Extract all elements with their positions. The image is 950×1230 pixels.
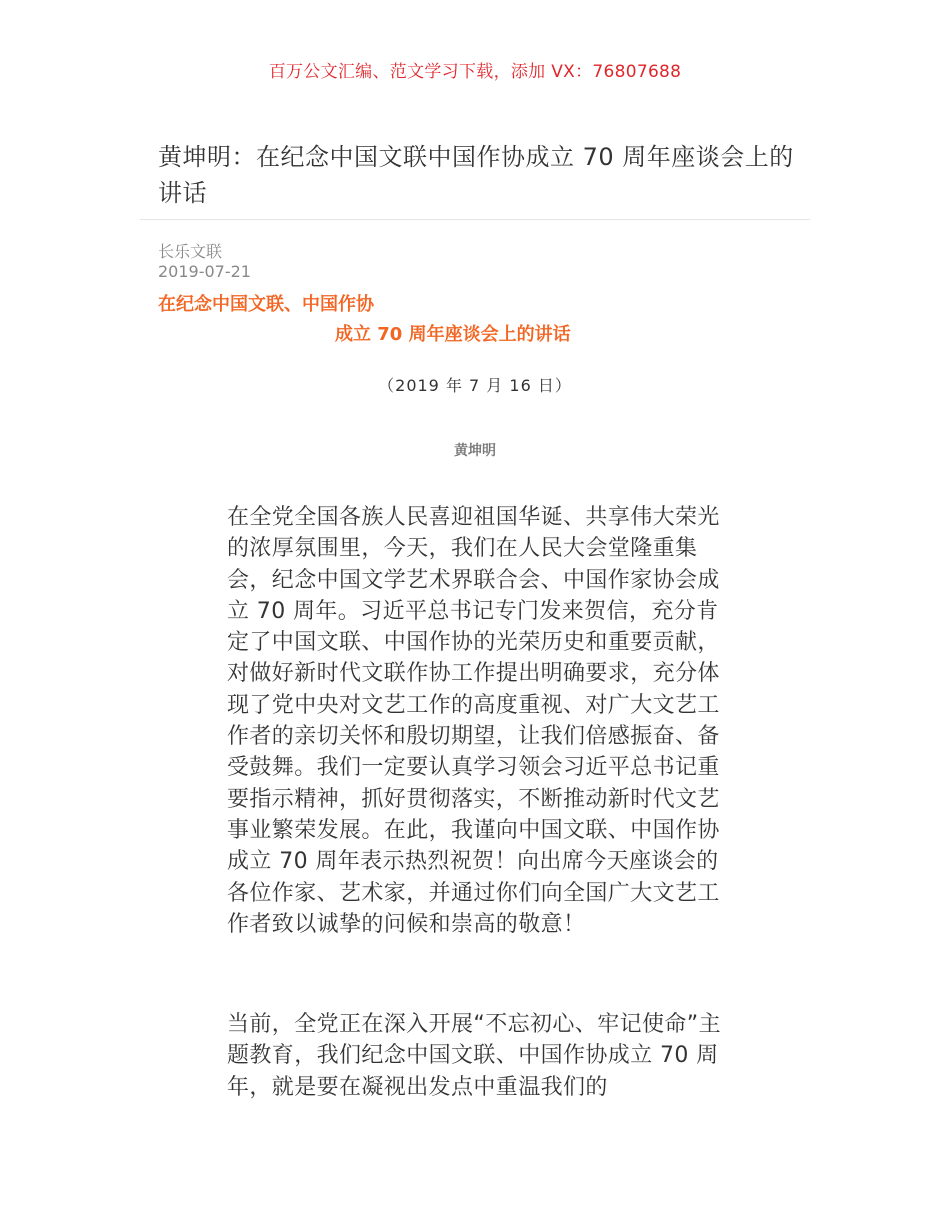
article-title: 黄坤明：在纪念中国文联中国作协成立 70 周年座谈会上的讲话 [158, 143, 794, 207]
speech-author: 黄坤明 [454, 443, 496, 459]
body-paragraph: 在全党全国各族人民喜迎祖国华诞、共享伟大荣光的浓厚氛围里，今天，我们在人民大会堂隆重集会，纪念中国文学艺术界联合会、中国作家协会成立 70 周年。习近平总书记专门发来贺信，充分肯定了中国文联、中国作协的光荣历史和重要贡献，对做好新时代文联作协工作提出明确要求，充分体现了党中央对文艺工作的高度重视、对广大文艺工作者的亲切关怀和殷切期望，让我们倍感振奋、备受鼓舞。我们一定要认真学习领会习近平总书记重要指示精神，抓好贯彻落实，不断推动新时代文艺事业繁荣发展。在此，我谨向中国文联、中国作协成立 70 周年表示热烈祝贺！向出席今天座谈会的各位作家、艺术家，并通过你们向全国广大文艺工作者致以诚挚的问候和崇高的敬意！ [227, 505, 720, 937]
speech-date: （2019 年 7 月 16 日） [378, 376, 572, 395]
article-source[interactable]: 长乐文联 [158, 242, 223, 261]
title-divider [140, 219, 810, 220]
body-paragraph: 当前，全党正在深入开展“不忘初心、牢记使命”主题教育，我们纪念中国文联、中国作协成立 70 周年，就是要在凝视出发点中重温我们的 [227, 1012, 721, 1100]
article-date: 2019-07-21 [158, 262, 251, 281]
watermark-banner: 百万公文汇编、范文学习下载，添加 VX：76807688 [268, 62, 682, 82]
speech-subtitle-line-2: 成立 70 周年座谈会上的讲话 [335, 324, 571, 345]
speech-subtitle-line-1: 在纪念中国文联、中国作协 [158, 294, 374, 315]
